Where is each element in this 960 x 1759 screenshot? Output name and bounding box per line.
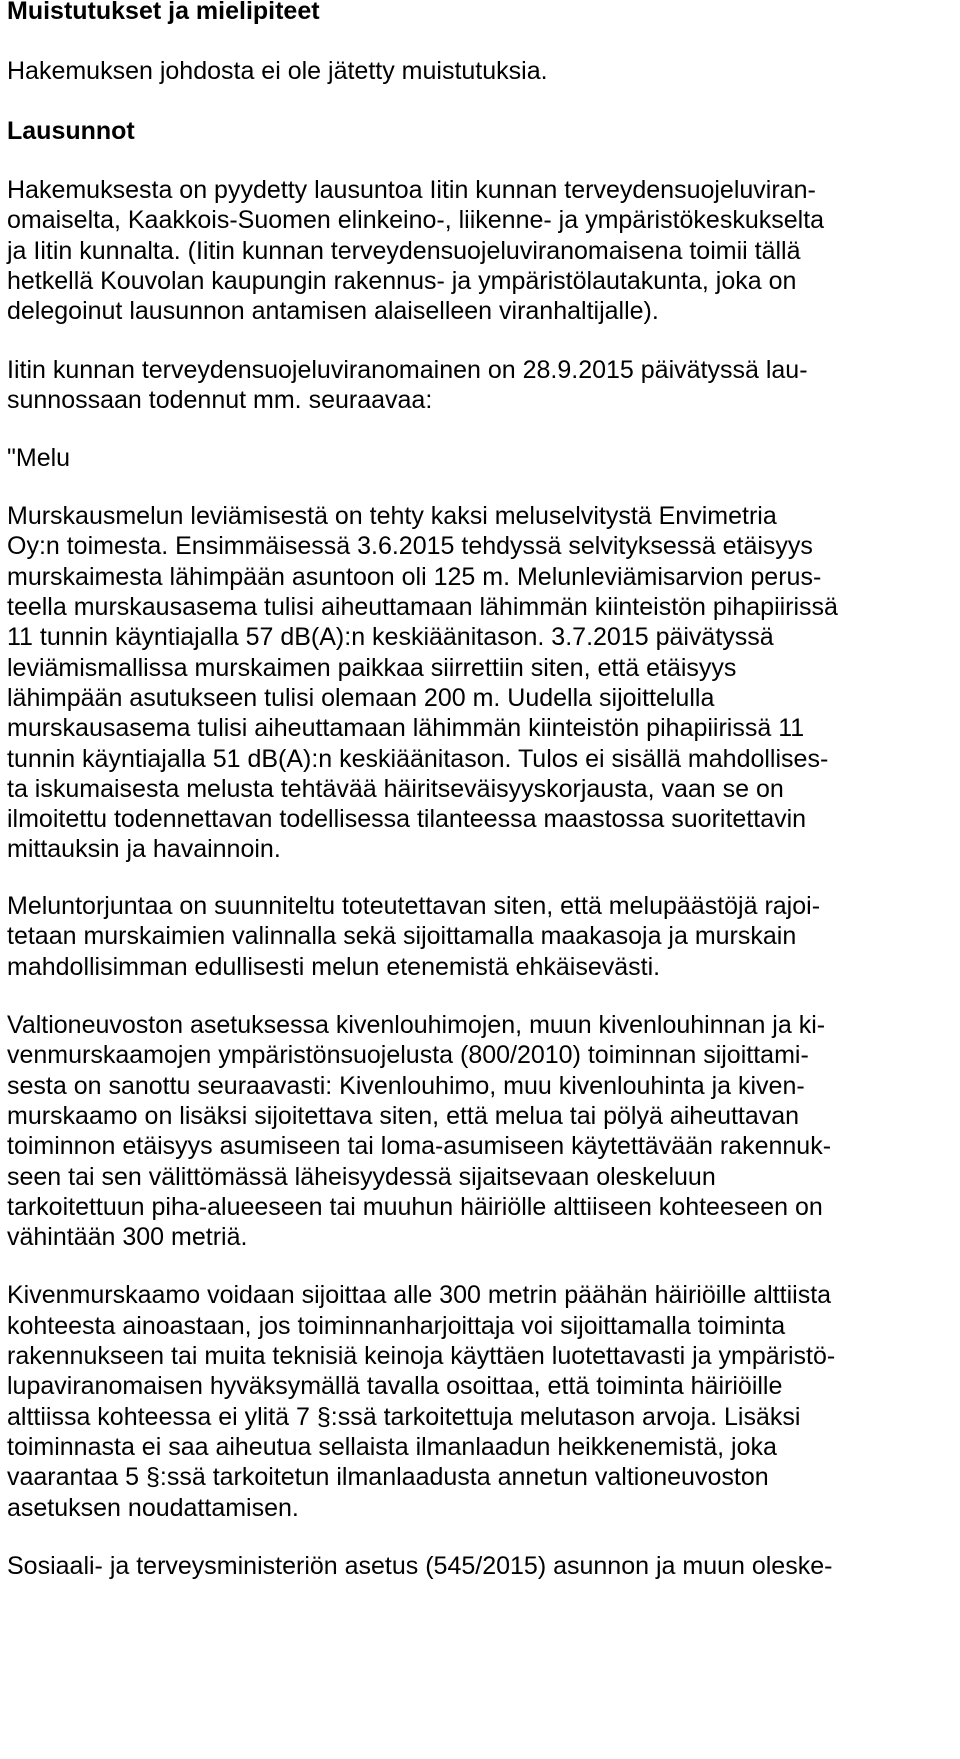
paragraph-line: tunnin käyntiajalla 51 dB(A):n keskiäänitason. Tulos ei sisällä mahdollises-: [7, 745, 829, 773]
paragraph-line: delegoinut lausunnon antamisen alaiselleen viranhaltijalle).: [7, 297, 659, 325]
paragraph-line: Sosiaali- ja terveysministeriön asetus (545/2015) asunnon ja muun oleske-: [7, 1552, 833, 1580]
paragraph-line: seen tai sen välittömässä läheisyydessä sijaitsevaan oleskeluun: [7, 1163, 716, 1191]
paragraph-line: ilmoitettu todennettavan todellisessa tilanteessa maastossa suoritettavin: [7, 805, 807, 833]
paragraph-line: Murskausmelun leviämisestä on tehty kaksi meluselvitystä Envimetria: [7, 502, 777, 530]
heading-statements: Lausunnot: [7, 117, 135, 145]
paragraph-line: ta iskumaisesta melusta tehtävää häiritseväisyyskorjausta, vaan se on: [7, 775, 784, 803]
paragraph-line: rakennukseen tai muita teknisiä keinoja käyttäen luotettavasti ja ympäristö-: [7, 1342, 836, 1370]
paragraph-line: leviämismallissa murskaimen paikkaa siirrettiin siten, että etäisyys: [7, 654, 737, 682]
paragraph-line: murskaimesta lähimpään asuntoon oli 125 m. Melunleviämisarvion perus-: [7, 563, 822, 591]
paragraph-line: hetkellä Kouvolan kaupungin rakennus- ja ympäristölautakunta, joka on: [7, 267, 797, 295]
quote-heading: "Melu: [7, 444, 71, 472]
paragraph-line: murskaamo on lisäksi sijoitettava siten, että melua tai pölyä aiheuttavan: [7, 1102, 800, 1130]
paragraph-line: Valtioneuvoston asetuksessa kivenlouhimojen, muun kivenlouhinnan ja ki-: [7, 1011, 826, 1039]
paragraph-line: teella murskausasema tulisi aiheuttamaan lähimmän kiinteistön pihapiirissä: [7, 593, 838, 621]
paragraph-line: vähintään 300 metriä.: [7, 1223, 248, 1251]
paragraph-line: alttiissa kohteessa ei ylitä 7 §:ssä tarkoitettuja melutason arvoja. Lisäksi: [7, 1403, 801, 1431]
paragraph-line: omaiselta, Kaakkois-Suomen elinkeino-, liikenne- ja ympäristökeskukselta: [7, 206, 825, 234]
paragraph-line: mittauksin ja havainnoin.: [7, 835, 281, 863]
paragraph-line: toiminnon etäisyys asumiseen tai loma-asumiseen käytettävään rakennuk-: [7, 1132, 832, 1160]
paragraph-line: toiminnasta ei saa aiheutua sellaista ilmanlaadun heikkenemistä, joka: [7, 1433, 777, 1461]
paragraph-line: sesta on sanottu seuraavasti: Kivenlouhimo, muu kivenlouhinta ja kiven-: [7, 1072, 805, 1100]
paragraph-line: mahdollisimman edullisesti melun etenemistä ehkäisevästi.: [7, 953, 661, 981]
paragraph-line: 11 tunnin käyntiajalla 57 dB(A):n keskiäänitason. 3.7.2015 päivätyssä: [7, 623, 774, 651]
paragraph-line: lupaviranomaisen hyväksymällä tavalla osoittaa, että toiminta häiriöille: [7, 1372, 783, 1400]
paragraph-line: murskausasema tulisi aiheuttamaan lähimmän kiinteistön pihapiirissä 11: [7, 714, 805, 742]
paragraph-line: venmurskaamojen ympäristönsuojelusta (800/2010) toiminnan sijoittami-: [7, 1041, 809, 1069]
paragraph-line: ja Iitin kunnalta. (Iitin kunnan terveydensuojeluviranomaisena toimii tällä: [7, 237, 801, 265]
heading-notes: Muistutukset ja mielipiteet: [7, 0, 320, 25]
paragraph-line: vaarantaa 5 §:ssä tarkoitetun ilmanlaadusta annetun valtioneuvoston: [7, 1463, 769, 1491]
paragraph-line: asetuksen noudattamisen.: [7, 1494, 299, 1522]
paragraph-line: sunnossaan todennut mm. seuraavaa:: [7, 386, 433, 414]
paragraph-line: Meluntorjuntaa on suunniteltu toteutettavan siten, että melupäästöjä rajoi-: [7, 892, 821, 920]
paragraph-line: kohteesta ainoastaan, jos toiminnanharjoittaja voi sijoittamalla toiminta: [7, 1312, 786, 1340]
paragraph-line: Kivenmurskaamo voidaan sijoittaa alle 300 metrin päähän häiriöille alttiista: [7, 1281, 832, 1309]
paragraph-line: Oy:n toimesta. Ensimmäisessä 3.6.2015 tehdyssä selvityksessä etäisyys: [7, 532, 813, 560]
paragraph-line: Hakemuksesta on pyydetty lausuntoa Iitin kunnan terveydensuojeluviran-: [7, 176, 816, 204]
paragraph-line: tetaan murskaimien valinnalla sekä sijoittamalla maakasoja ja murskain: [7, 922, 797, 950]
notes-paragraph: Hakemuksen johdosta ei ole jätetty muistutuksia.: [7, 57, 548, 85]
paragraph-line: Iitin kunnan terveydensuojeluviranomainen on 28.9.2015 päivätyssä lau-: [7, 356, 808, 384]
paragraph-line: lähimpään asutukseen tulisi olemaan 200 m. Uudella sijoittelulla: [7, 684, 715, 712]
paragraph-line: tarkoitettuun piha-alueeseen tai muuhun häiriölle alttiiseen kohteeseen on: [7, 1193, 823, 1221]
